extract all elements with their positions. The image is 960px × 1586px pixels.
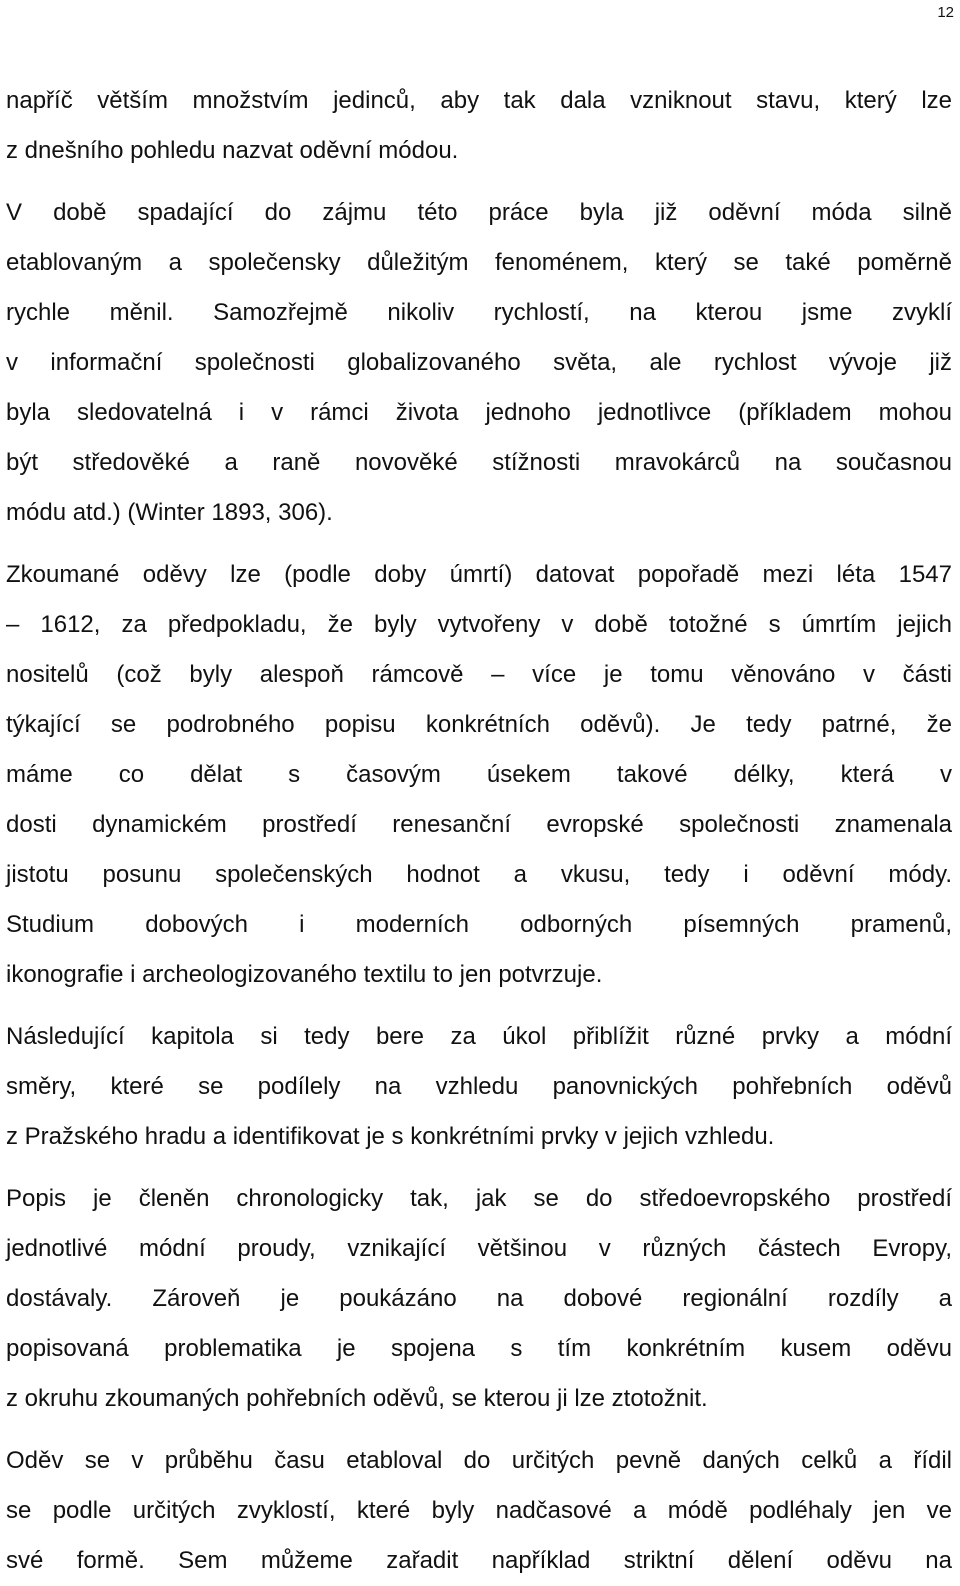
text-line: své formě. Sem můžeme zařadit například striktní dělení oděvu na	[6, 1547, 952, 1574]
text-line: napříč větším množstvím jedinců, aby tak dala vzniknout stavu, který lze	[6, 87, 952, 114]
text-line: popisovaná problematika je spojena s tím konkrétním kusem oděvu	[6, 1335, 952, 1362]
page-number: 12	[937, 4, 954, 21]
text-line: Studium dobových i moderních odborných písemných pramenů,	[6, 911, 952, 938]
paragraph	[6, 1012, 952, 1162]
text-line: byla sledovatelná i v rámci života jednoho jednotlivce (příkladem mohou	[6, 399, 952, 426]
text-line: rychle měnil. Samozřejmě nikoliv rychlostí, na kterou jsme zvyklí	[6, 299, 952, 326]
text-line: z Pražského hradu a identifikovat je s konkrétními prvky v jejich vzhledu.	[6, 1123, 775, 1150]
paragraph	[6, 1436, 952, 1586]
text-line: být středověké a raně novověké stížnosti mravokárců na současnou	[6, 449, 952, 476]
text-line: z okruhu zkoumaných pohřebních oděvů, se kterou ji lze ztotožnit.	[6, 1385, 708, 1412]
text-line: V době spadající do zájmu této práce byla již oděvní móda silně	[6, 199, 952, 226]
paragraph	[6, 550, 952, 1000]
text-line: Zkoumané oděvy lze (podle doby úmrtí) datovat popořadě mezi léta 1547	[6, 561, 952, 588]
text-line: Popis je členěn chronologicky tak, jak se do středoevropského prostředí	[6, 1185, 952, 1212]
paragraph	[6, 76, 952, 176]
text-line: jistotu posunu společenských hodnot a vkusu, tedy i oděvní módy.	[6, 861, 952, 888]
text-line: máme co dělat s časovým úsekem takové délky, která v	[6, 761, 952, 788]
text-line: se podle určitých zvyklostí, které byly nadčasové a módě podléhaly jen ve	[6, 1497, 952, 1524]
paragraph	[6, 188, 952, 538]
text-line: nositelů (což byly alespoň rámcově – více je tomu věnováno v části	[6, 661, 952, 688]
text-line: – 1612, za předpokladu, že byly vytvořeny v době totožné s úmrtím jejich	[6, 611, 952, 638]
text-line: Oděv se v průběhu času etabloval do určitých pevně daných celků a řídil	[6, 1447, 952, 1474]
text-line: módu atd.) (Winter 1893, 306).	[6, 499, 333, 526]
text-line: směry, které se podílely na vzhledu panovnických pohřebních oděvů	[6, 1073, 952, 1100]
text-line: v informační společnosti globalizovaného světa, ale rychlost vývoje již	[6, 349, 952, 376]
text-line: z dnešního pohledu nazvat oděvní módou.	[6, 137, 459, 164]
text-line: dosti dynamickém prostředí renesanční evropské společnosti znamenala	[6, 811, 952, 838]
text-line: jednotlivé módní proudy, vznikající většinou v různých částech Evropy,	[6, 1235, 952, 1262]
paragraph	[6, 1174, 952, 1424]
text-line: ikonografie i archeologizovaného textilu to jen potvrzuje.	[6, 961, 603, 988]
text-line: dostávaly. Zároveň je poukázáno na dobové regionální rozdíly a	[6, 1285, 952, 1312]
document-body	[6, 76, 952, 1586]
text-line: Následující kapitola si tedy bere za úkol přiblížit různé prvky a módní	[6, 1023, 952, 1050]
text-line: týkající se podrobného popisu konkrétních oděvů). Je tedy patrné, že	[6, 711, 952, 738]
text-line: etablovaným a společensky důležitým fenoménem, který se také poměrně	[6, 249, 952, 276]
